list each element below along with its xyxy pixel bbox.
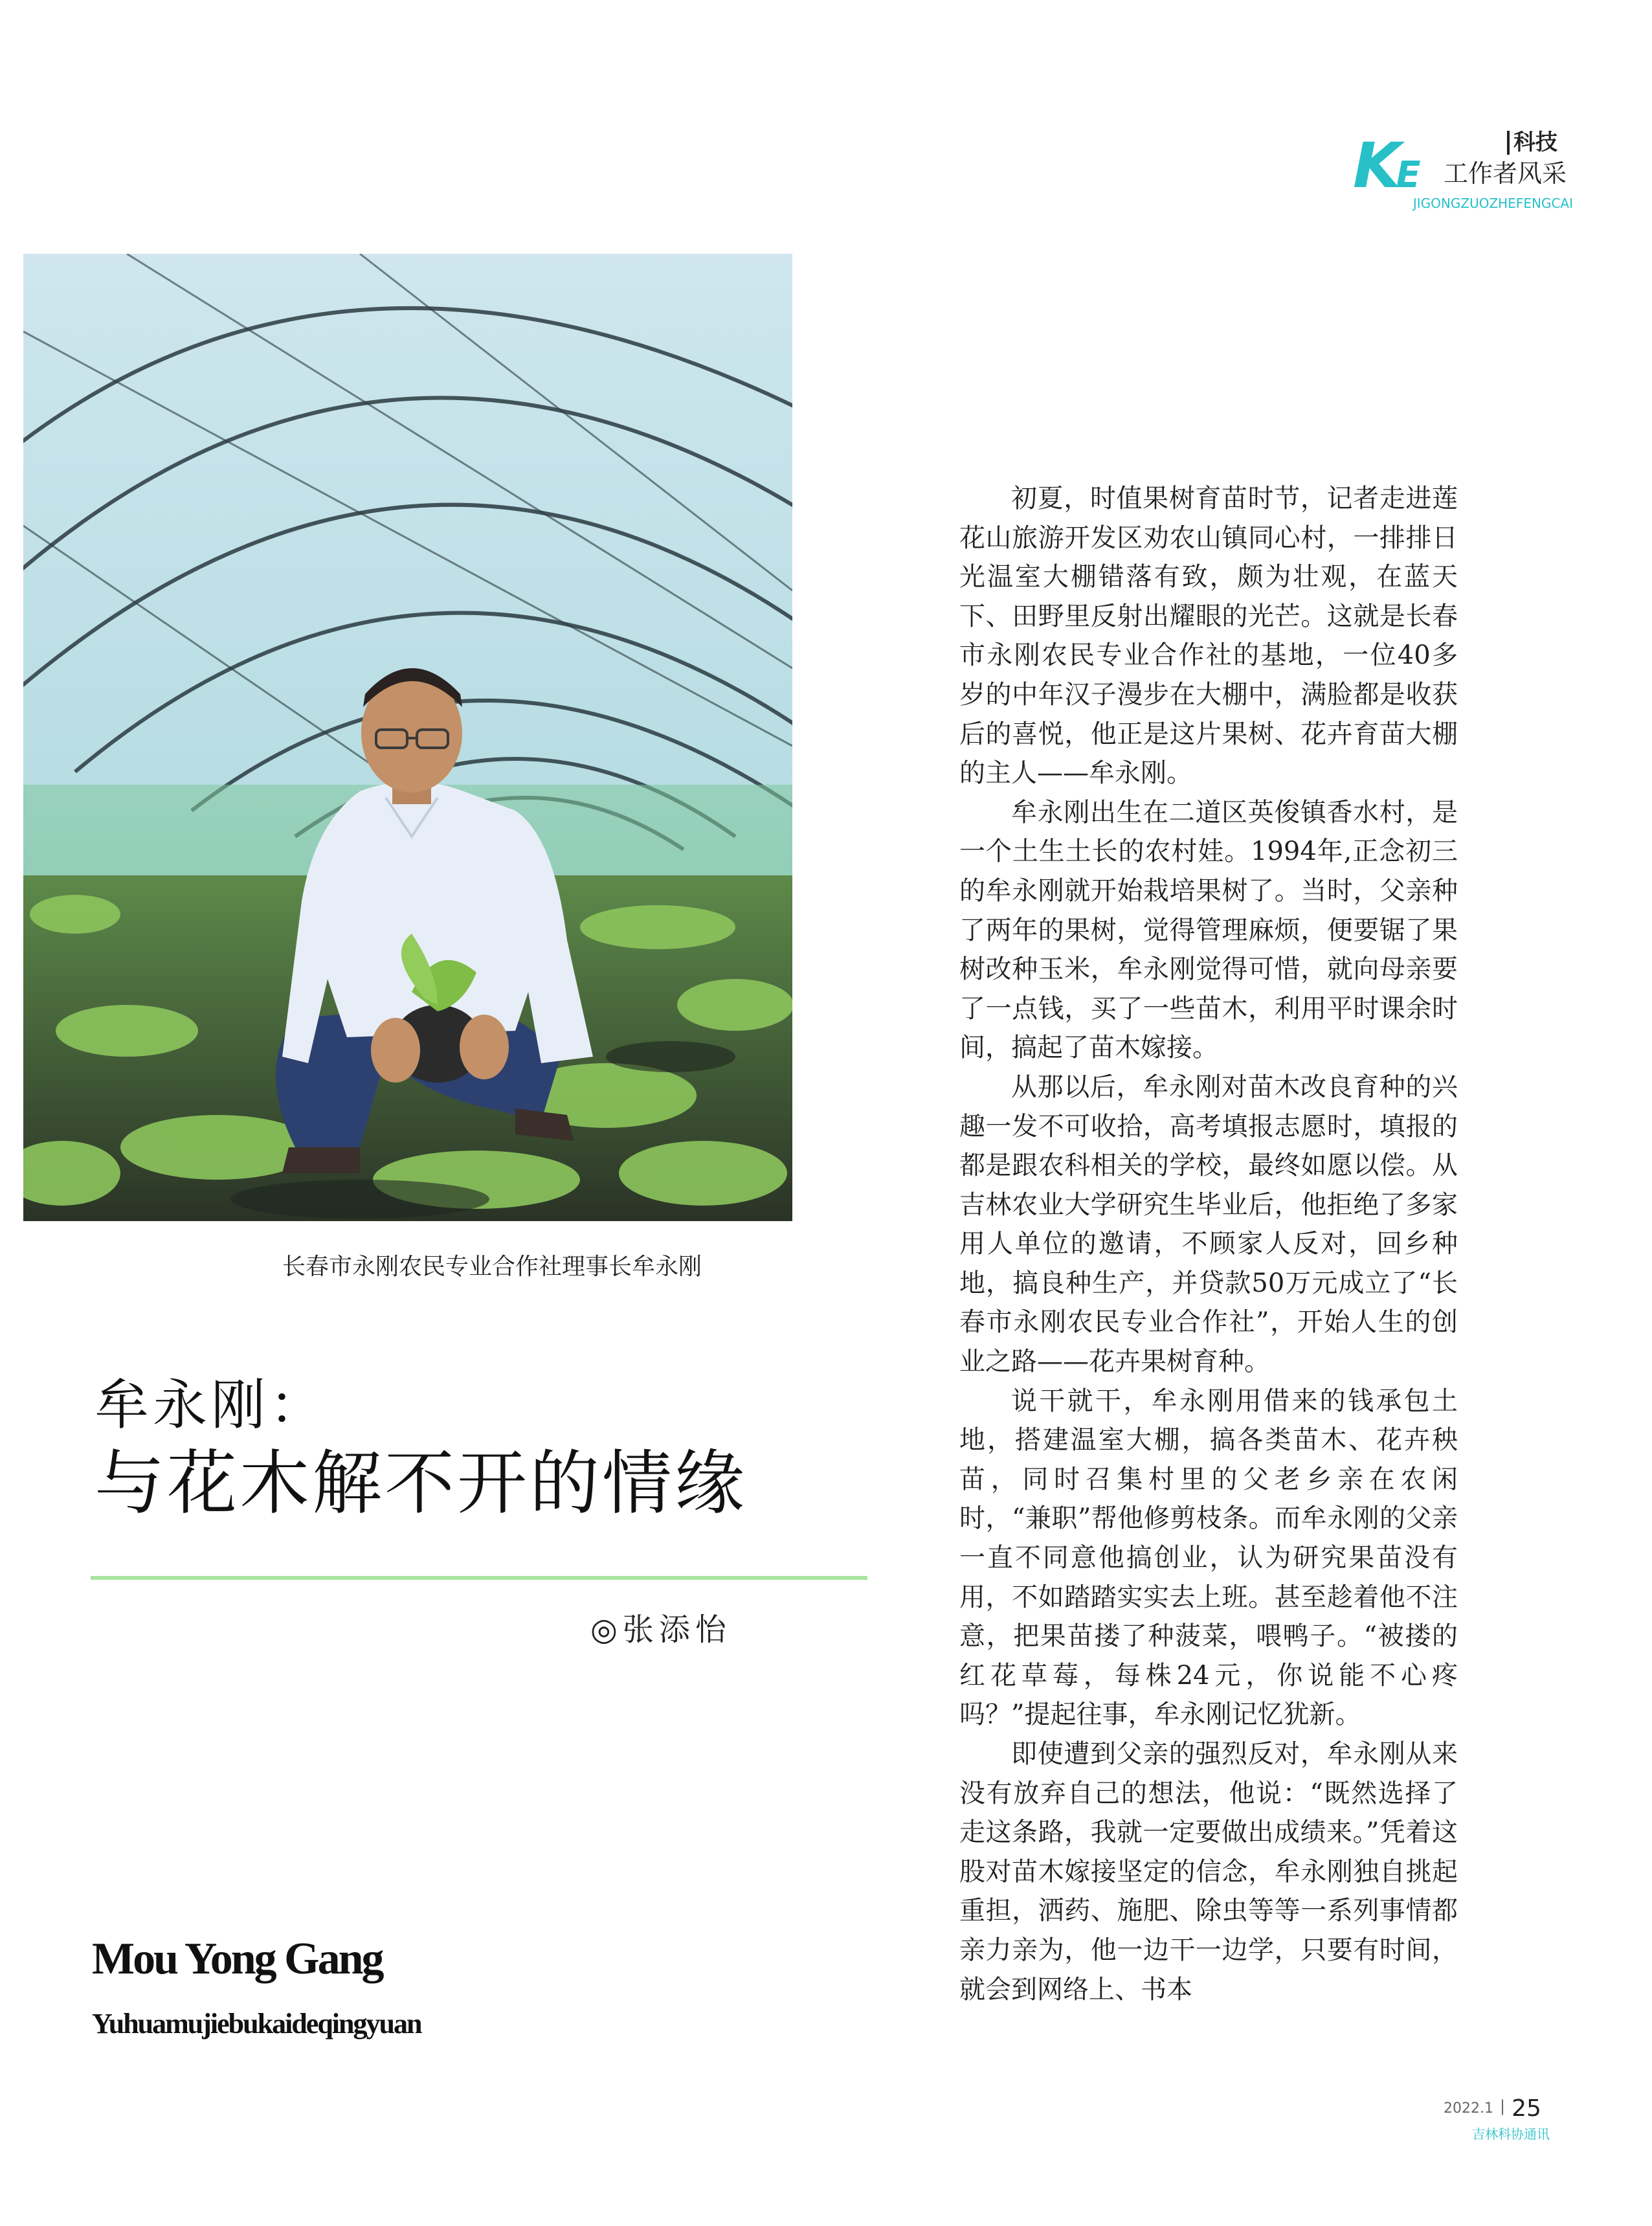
footer-separator: | (1499, 2097, 1506, 2115)
column-logo (1353, 129, 1573, 211)
article-paragraph: 即使遭到父亲的强烈反对，牟永刚从来没有放弃自己的想法，他说：“既然选择了走这条路，我就一定要做出成绩来。”凭着这股对苗木嫁接坚定的信念，牟永刚独自挑起重担，洒药、施肥、除虫等等一系列事情都亲力亲为，他一边干一边学，只要有时间，就会到网络上、书本 (959, 1739, 1458, 2005)
logo-ke-mark: KE (1353, 129, 1416, 202)
english-subtitle: Yuhuamujiebukaideqingyuan (92, 2008, 421, 2040)
title-underline (91, 1576, 867, 1580)
logo-keji-label: 科技 (1507, 131, 1557, 155)
logo-column-name: 工作者风采 (1444, 159, 1567, 188)
article-paragraph: 说干就干，牟永刚用借来的钱承包土地，搭建温室大棚，搞各类苗木、花卉秧苗，同时召集村里的父老乡亲在农闲时，“兼职”帮他修剪枝条。而牟永刚的父亲一直不同意他搞创业，认为研究果苗没有用，不如踏踏实实去上班。甚至趁着他不注意，把果苗搂了种菠菜，喂鸭子。“被搂的红花草莓，每株24元，你说能不心疼吗？”提起往事，牟永刚记忆犹新。 (959, 1386, 1458, 1730)
author-byline: ◎张添怡 (590, 1612, 731, 1648)
article-title (95, 1373, 747, 1525)
title-line-1: 牟永刚： (95, 1373, 328, 1437)
article-paragraph: 初夏，时值果树育苗时节，记者走进莲花山旅游开发区劝农山镇同心村，一排排日光温室大棚错落有致，颇为壮观，在蓝天下、田野里反射出耀眼的光芒。这就是长春市永刚农民专业合作社的基地，一位40多岁的中年汉子漫步在大棚中，满脸都是收获后的喜悦，他正是这片果树、花卉育苗大棚的主人——牟永刚。 (959, 484, 1458, 789)
magazine-name: 吉林科协通讯 (1472, 2126, 1550, 2142)
issue-date: 2022.1 (1444, 2100, 1493, 2117)
article-body (959, 479, 1458, 2009)
article-paragraph: 从那以后，牟永刚对苗木改良育种的兴趣一发不可收拾，高考填报志愿时，填报的都是跟农科相关的学校，最终如愿以偿。从吉林农业大学研究生毕业后，他拒绝了多家用人单位的邀请，不顾家人反对，回乡种地，搞良种生产，并贷款50万元成立了“长春市永刚农民专业合作社”，开始人生的创业之路——花卉果树育种。 (959, 1072, 1458, 1377)
article-paragraph: 牟永刚出生在二道区英俊镇香水村，是一个土生土长的农村娃。1994年,正念初三的牟永刚就开始栽培果树了。当时，父亲种了两年的果树，觉得管理麻烦，便要锯了果树改种玉米，牟永刚觉得可惜，就向母亲要了一点钱，买了一些苗木，利用平时课余时间，搞起了苗木嫁接。 (959, 797, 1458, 1063)
photo-caption: 长春市永刚农民专业合作社理事长牟永刚 (282, 1254, 702, 1280)
page-footer (1444, 2095, 1550, 2142)
english-name: Mou Yong Gang (92, 1934, 383, 1984)
page-number: 25 (1512, 2095, 1541, 2122)
title-line-2: 与花木解不开的情缘 (95, 1443, 748, 1524)
portrait-photo (23, 254, 792, 1221)
logo-pinyin: JIGONGZUOZHEFENGCAI (1412, 196, 1573, 211)
